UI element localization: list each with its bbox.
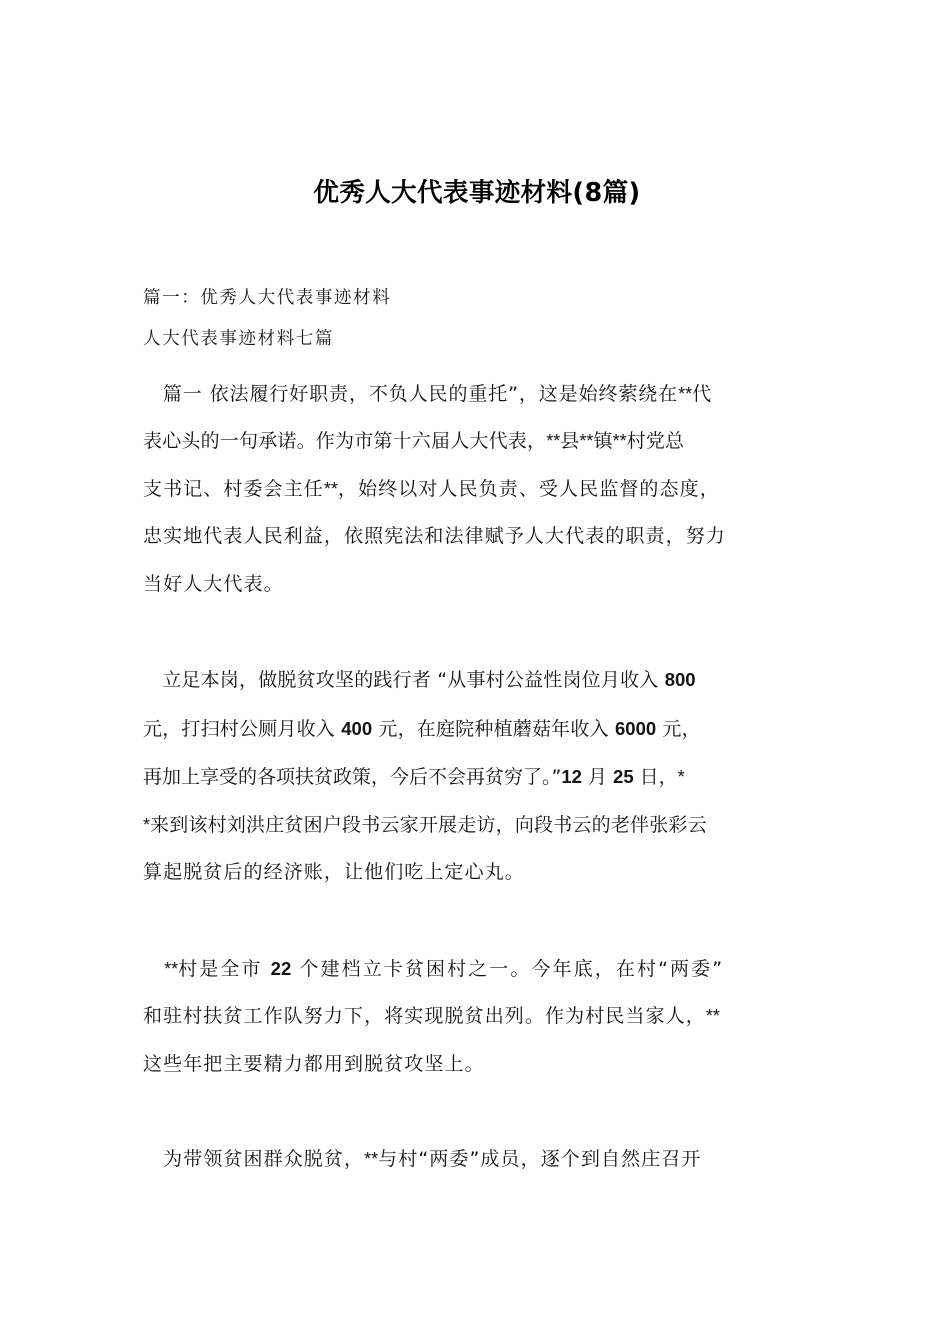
text-line: 支书记、村委会主任**，始终以对人民负责、受人民监督的态度， — [143, 477, 720, 500]
paragraph-spacer — [143, 349, 811, 371]
inline-redaction-mark: ** — [323, 478, 338, 499]
text-line: 表心头的一句承诺。作为市第十六届人大代表，**县**镇**村党总 — [143, 430, 685, 453]
inline-redaction-mark: ** — [612, 431, 627, 452]
inline-redaction-mark: ** — [678, 383, 693, 404]
text-line: 元，打扫村公厕月收入 400 元，在庭院种植蘑菇年收入 6000 元， — [143, 717, 701, 740]
text-line: 篇一 依法履行好职责，不负人民的重托”，这是始终萦绕在**代 — [143, 382, 713, 405]
text-line: 为带领贫困群众脱贫，**与村“两委”成员，逐个到自然庄召开 — [143, 1148, 702, 1171]
inline-number: 400 — [341, 717, 373, 739]
paragraph-spacer — [143, 608, 811, 656]
inline-redaction-mark: * — [143, 814, 151, 835]
text-line: *来到该村刘洪庄贫困户段书云家开展走访，向段书云的老伴张彩云 — [143, 813, 707, 836]
paragraph-spacer — [143, 1088, 811, 1136]
section-heading: 篇一：优秀人大代表事迹材料 — [143, 287, 392, 308]
paragraph-4 — [143, 1136, 811, 1184]
inline-redaction-mark: ** — [705, 1006, 720, 1027]
text-line: 和驻村扶贫工作队努力下，将实现脱贫出列。作为村民当家人，** — [143, 1005, 720, 1028]
text-line: **村是全市 22 个建档立卡贫困村之一。今年底，在村“两委” — [164, 957, 725, 980]
inline-redaction-mark: ** — [579, 431, 594, 452]
paragraph-3 — [143, 945, 811, 1089]
paragraph-2 — [143, 656, 811, 897]
text-line: 当好人大代表。 — [143, 572, 284, 595]
inline-redaction-mark: ** — [546, 431, 561, 452]
inline-number: 6000 — [615, 717, 657, 739]
section-subtitle: 人大代表事迹材料七篇 — [143, 329, 334, 350]
text-line: 再加上享受的各项扶贫政策，今后不会再贫穷了。”12 月 25 日，* — [143, 766, 685, 789]
text-line: 忠实地代表人民利益，依照宪法和法律赋予人大代表的职责，努力 — [143, 525, 726, 548]
text-line: 立足本岗，做脱贫攻坚的践行者 “从事村公益性岗位月收入 800 — [143, 669, 696, 692]
paragraph-1 — [143, 371, 811, 609]
inline-number: 25 — [613, 766, 634, 788]
inline-number: 800 — [664, 669, 696, 691]
inline-redaction-mark: * — [677, 767, 685, 788]
document-body — [143, 0, 811, 1184]
paragraph-spacer — [143, 897, 811, 945]
inline-number: 22 — [270, 957, 292, 979]
text-line: 算起脱贫后的经济账，让他们吃上定心丸。 — [143, 861, 525, 884]
inline-number: 12 — [561, 766, 582, 788]
inline-redaction-mark: ** — [364, 1149, 379, 1170]
page-title: 优秀人大代表事迹材料(8篇) — [313, 178, 641, 208]
inline-redaction-mark: ** — [164, 958, 179, 979]
text-line: 这些年把主要精力都用到脱贫攻坚上。 — [143, 1052, 485, 1075]
